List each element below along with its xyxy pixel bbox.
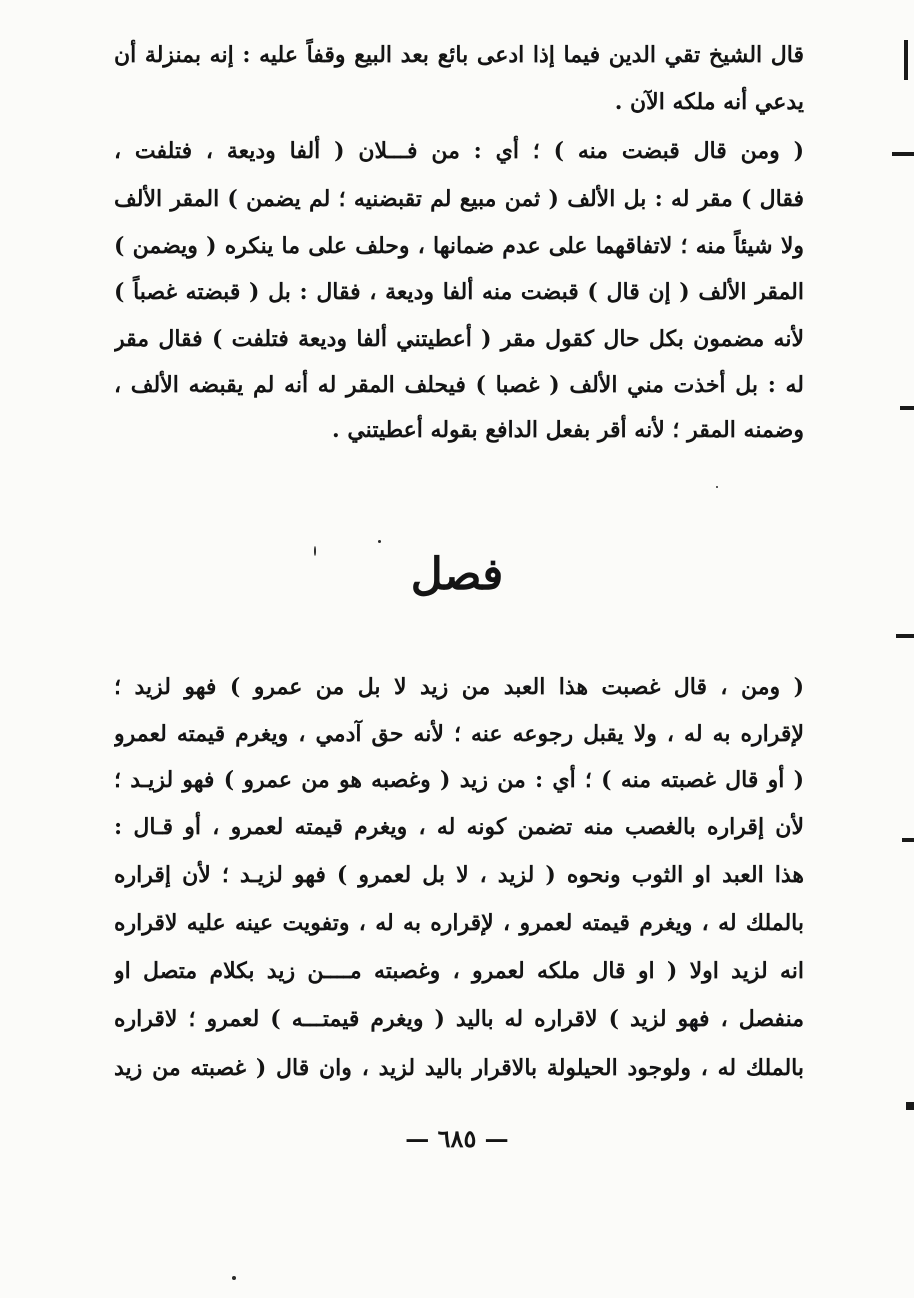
- page-number: — ٦٨٥ —: [405, 1124, 509, 1153]
- scan-edge-mark: [892, 152, 914, 156]
- scan-speck: [314, 546, 316, 556]
- text-line: قال الشيخ تقي الدين فيما إذا ادعى بائع بعد البيع وقفاً عليه : إنه بمنزلة أن: [114, 42, 804, 68]
- text-line: المقر الألف ( إن قال ) قبضت منه ألفا وديعة ، فقال : بل ( قبضته غصباً ): [114, 279, 804, 305]
- text-line: فقال ) مقر له : بل الألف ( ثمن مبيع لم تقبضنيه ؛ لم يضمن ) المقر الألف: [114, 186, 804, 212]
- text-line: يدعي أنه ملكه الآن .: [614, 89, 804, 115]
- scan-edge-mark: [906, 1102, 914, 1110]
- text-line: ولا شيئاً منه ؛ لاتفاقهما على عدم ضمانها ، وحلف على ما ينكره ( ويضمن ): [114, 233, 804, 259]
- scan-speck: [378, 540, 381, 543]
- text-line: له : بل أخذت مني الألف ( غصبا ) فيحلف المقر له أنه لم يقبضه الألف ،: [114, 372, 804, 398]
- text-line: انه لزيد اولا ( او قال ملكه لعمرو ، وغصبته مــــن زيد بكلام متصل او: [114, 958, 804, 984]
- scan-edge-mark: [900, 406, 914, 410]
- text-line: وضمنه المقر ؛ لأنه أقر بفعل الدافع بقوله أعطيتني .: [332, 417, 804, 443]
- scan-speck: [232, 1276, 236, 1280]
- text-line: لأنه مضمون بكل حال كقول مقر ( أعطيتني ألفا وديعة فتلفت ) فقال مقر: [114, 326, 804, 352]
- text-line: بالملك له ، ويغرم قيمته لعمرو ، لإقراره به له ، وتفويت عينه عليه لاقراره: [114, 910, 804, 936]
- text-line: ( ومن ، قال غصبت هذا العبد من زيد لا بل من عمرو ) فهو لزيد ؛: [114, 674, 804, 700]
- scan-speck: [716, 486, 718, 488]
- text-line: هذا العبد او الثوب ونحوه ( لزيد ، لا بل لعمرو ) فهو لزيـد ؛ لأن إقراره: [114, 862, 804, 888]
- section-heading: فصل: [410, 549, 504, 600]
- text-line: ( ومن قال قبضت منه ) ؛ أي : من فـــلان ( ألفا وديعة ، فتلفت ،: [114, 138, 804, 164]
- text-line: لأن إقراره بالغصب منه تضمن كونه له ، ويغرم قيمته لعمرو ، أو قـال :: [114, 814, 804, 840]
- text-line: منفصل ، فهو لزيد ) لاقراره له باليد ( ويغرم قيمتـــه ) لعمرو ؛ لاقراره: [114, 1006, 804, 1032]
- text-line: بالملك له ، ولوجود الحيلولة بالاقرار باليد لزيد ، وان قال ( غصبته من زيد: [114, 1055, 804, 1081]
- scan-edge-mark: [896, 634, 914, 638]
- scan-edge-mark: [902, 838, 914, 842]
- scan-edge-mark: [904, 40, 908, 80]
- text-line: لإقراره به له ، ولا يقبل رجوعه عنه ؛ لأنه حق آدمي ، ويغرم قيمته لعمرو: [114, 721, 804, 747]
- text-line: ( أو قال غصبته منه ) ؛ أي : من زيد ( وغصبه هو من عمرو ) فهو لزيـد ؛: [114, 767, 804, 793]
